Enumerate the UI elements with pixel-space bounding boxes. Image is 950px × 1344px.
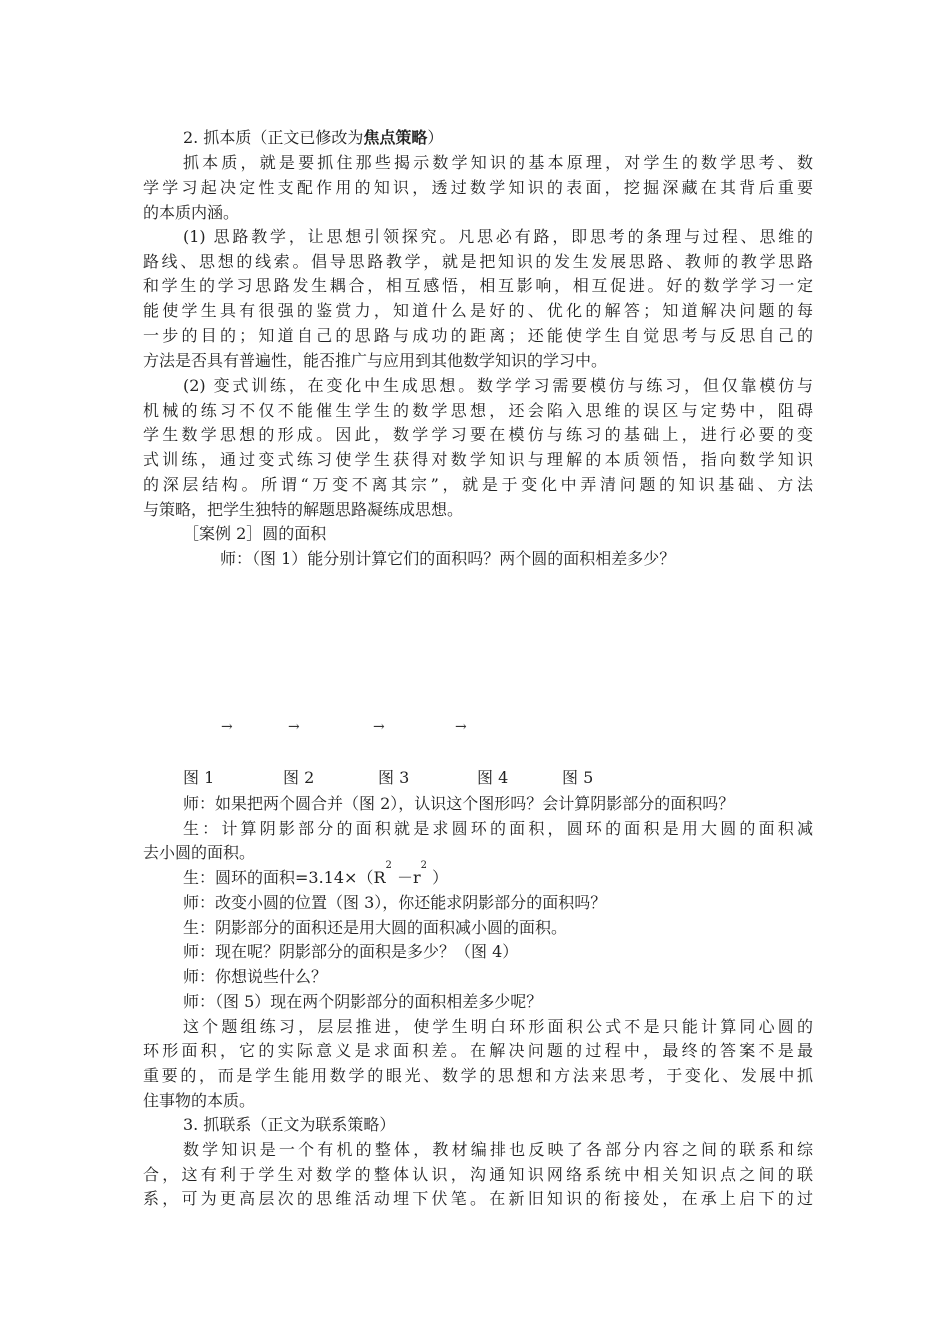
paragraph-line: (1) 思路教学，让思想引领探究。凡思必有路，即思考的条理与过程、思维的 (183, 227, 813, 246)
paragraph-line: 数学知识是一个有机的整体，教材编排也反映了各部分内容之间的联系和综 (183, 1140, 813, 1159)
paragraph-line: 和学生的学习思路发生耦合，相互感悟，相互影响，相互促进。好的数学学习一定 (143, 276, 813, 295)
formula-exponent: 2 (420, 860, 427, 871)
teacher-question: 师：（图 1）能分别计算它们的面积吗？两个圆的面积相差多少？ (220, 549, 676, 568)
dialogue-line: 生：计算阴影部分的面积就是求圆环的面积，圆环的面积是用大圆的面积减 (183, 819, 813, 838)
paragraph-line: 学生数学思想的形成。因此，数学学习要在模仿与练习的基础上，进行必要的变 (143, 425, 813, 444)
paragraph-line: 重要的，而是学生能用数学的眼光、数学的思想和方法来思考，于变化、发展中抓 (143, 1066, 813, 1085)
paragraph-line: 式训练，通过变式练习使学生获得对数学知识与理解的本质领悟，指向数学知识 (143, 450, 813, 469)
paragraph-line: 的本质内涵。 (143, 203, 240, 222)
figure-caption-5: 图 5 (562, 768, 594, 787)
figure-caption-4: 图 4 (477, 768, 509, 787)
paragraph-line: 的深层结构。所谓“万变不离其宗”，就是于变化中弄清问题的知识基础、方法 (143, 475, 813, 494)
section-2-heading (183, 128, 813, 150)
dialogue-line: 去小圆的面积。 (143, 843, 256, 862)
dialogue-line: 师：现在呢？阴影部分的面积是多少？（图 4） (183, 942, 519, 961)
paragraph-line: 抓本质，就是要抓住那些揭示数学知识的基本原理，对学生的数学思考、数 (183, 153, 813, 172)
case-title: ［案例 2］圆的面积 (183, 524, 327, 543)
dialogue-line: 师：改变小圆的位置（图 3），你还能求阴影部分的面积吗？ (183, 893, 607, 912)
section-2-heading-suffix: ） (427, 128, 444, 147)
section-2-heading-text: 2. 抓本质（正文已修改为 (183, 128, 364, 147)
paragraph-line: 与策略，把学生独特的解题思路凝练成思想。 (143, 500, 464, 519)
paragraph-line: 合，这有利于学生对数学的整体认识，沟通知识网络系统中相关知识点之间的联 (143, 1165, 813, 1184)
figure-arrow: → (221, 719, 233, 735)
figure-arrow: → (373, 719, 385, 735)
dialogue-line: 师：如果把两个圆合并（图 2），认识这个图形吗？会计算阴影部分的面积吗？ (183, 794, 735, 813)
formula-prefix: 生：圆环的面积=3.14×（R (183, 868, 386, 887)
dialogue-line: 师：你想说些什么？ (183, 967, 328, 986)
paragraph-line: 方法是否具有普遍性，能否推广与应用到其他数学知识的学习中。 (143, 351, 608, 370)
paragraph-line: 系，可为更高层次的思维活动埋下伏笔。在新旧知识的衔接处，在承上启下的过 (143, 1189, 813, 1208)
dialogue-line: 生：阴影部分的面积还是用大圆的面积减小圆的面积。 (183, 918, 568, 937)
paragraph-line: (2) 变式训练，在变化中生成思想。数学学习需要模仿与练习，但仅靠模仿与 (183, 376, 813, 395)
paragraph-line: 机械的练习不仅不能催生学生的数学思想，还会陷入思维的误区与定势中，阻碍 (143, 401, 813, 420)
paragraph-line: 学学习起决定性支配作用的知识，透过数学知识的表面，挖掘深藏在其背后重要 (143, 178, 813, 197)
formula-exponent: 2 (385, 860, 392, 871)
figure-arrow: → (455, 719, 467, 735)
formula-suffix: ） (427, 868, 449, 887)
figure-caption-3: 图 3 (378, 768, 410, 787)
formula-middle: －r (391, 868, 421, 887)
paragraph-line: 住事物的本质。 (143, 1091, 256, 1110)
paragraph-line: 路线、思想的线索。倡导思路教学，就是把知识的发生发展思路、教师的教学思路 (143, 252, 813, 271)
section-3-heading: 3. 抓联系（正文为联系策略） (183, 1115, 396, 1134)
section-2-heading-bold: 焦点策略 (363, 128, 428, 147)
figure-arrow: → (288, 719, 300, 735)
figure-caption-2: 图 2 (283, 768, 315, 787)
dialogue-line-formula (183, 860, 813, 890)
figure-caption-1: 图 1 (183, 768, 215, 787)
dialogue-line: 师：（图 5）现在两个阴影部分的面积相差多少呢？ (183, 992, 543, 1011)
paragraph-line: 环形面积，它的实际意义是求面积差。在解决问题的过程中，最终的答案不是最 (143, 1041, 813, 1060)
paragraph-line: 这个题组练习，层层推进，使学生明白环形面积公式不是只能计算同心圆的 (183, 1017, 813, 1036)
paragraph-line: 一步的目的；知道自己的思路与成功的距离；还能使学生自觉思考与反思自己的 (143, 326, 813, 345)
paragraph-line: 能使学生具有很强的鉴赏力，知道什么是好的、优化的解答；知道解决问题的每 (143, 301, 813, 320)
